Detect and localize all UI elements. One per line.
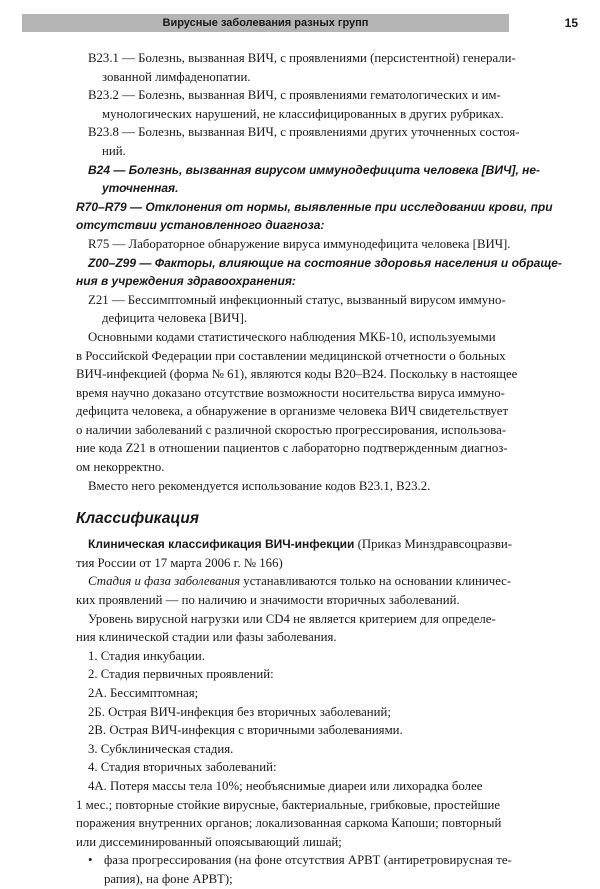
text-line: ких проявлений — по наличию и значимости вторичных заболеваний. — [76, 593, 460, 608]
body-paragraph — [88, 477, 578, 496]
viral-load-paragraph — [76, 610, 578, 647]
stage-term: Стадия и фаза заболевания — [88, 574, 241, 589]
text-line: ом некорректно. — [76, 460, 165, 475]
text-line: B23.8 — Болезнь, вызванная ВИЧ, с проявлениями других уточненных состоя- — [88, 125, 520, 140]
text-line: тия России от 17 марта 2006 г. № 166) — [76, 555, 283, 570]
bullet-item — [88, 851, 578, 888]
text-line — [76, 535, 578, 554]
text-line: фаза прогрессирования (на фоне отсутствия АРВТ (антиретровирусная те- — [104, 853, 512, 868]
list-item: 2. Стадия первичных проявлений: — [88, 667, 274, 682]
text-line: B24 — Болезнь, вызванная вирусом иммунодефицита человека [ВИЧ], не- — [88, 162, 541, 177]
list-item: 2А. Бессимптомная; — [88, 686, 199, 700]
text-line: R75 — Лабораторное обнаружение вируса иммунодефицита человека [ВИЧ]. — [88, 236, 511, 251]
list-item: 1. Стадия инкубации. — [88, 648, 205, 663]
code-b24 — [88, 161, 578, 198]
text-line: отсутствии установленного диагноза: — [76, 218, 325, 233]
stage-4a — [76, 777, 578, 851]
text-line: 1 мес.; повторные стойкие вирусные, бактериальные, грибковые, простейшие — [76, 797, 500, 812]
text-line: ния в учреждения здравоохранения: — [76, 274, 296, 289]
text-line: зованной лимфаденопатии. — [102, 69, 251, 84]
list-item: 2Б. Острая ВИЧ-инфекция без вторичных заболеваний; — [88, 704, 391, 719]
code-b23-8 — [88, 123, 578, 160]
text-line: дефицита человека [ВИЧ]. — [102, 311, 248, 326]
text-line: Вместо него рекомендуется использование кодов B23.1, B23.2. — [88, 478, 431, 493]
text-line: в Российской Федерации при составлении медицинской отчетности о больных — [76, 348, 506, 363]
text-line: R70–R79 — Отклонения от нормы, выявленные при исследовании крови, при — [76, 199, 553, 214]
text-line: о наличии заболеваний с различной скоростью прогрессирования, использова- — [76, 422, 507, 437]
text-line: Z21 — Бессимптомный инфекционный статус, вызванный вирусом иммуно- — [88, 292, 506, 307]
text-line: рапия), на фоне АРВТ); — [104, 871, 233, 886]
stage-list — [88, 647, 578, 777]
text-line: мунологических нарушений, не классифицированных в других рубриках. — [102, 106, 504, 121]
text-line: ние кода Z21 в отношении пациентов с лабораторно подтвержденным диагноз- — [76, 441, 508, 456]
list-item: 3. Субклиническая стадия. — [88, 741, 234, 756]
text-line: ния клинической стадии или фазы заболевания. — [76, 630, 337, 645]
classification-source: (Приказ Минздравсоцразви- — [354, 537, 513, 552]
code-b23-2 — [88, 86, 578, 123]
text-line: B23.1 — Болезнь, вызванная ВИЧ, с проявлениями (персистентной) генерали- — [88, 51, 516, 65]
code-z21 — [88, 291, 578, 328]
text-line: или диссеминированный опоясывающий лишай; — [76, 834, 342, 849]
text-line: ВИЧ-инфекцией (форма № 61), являются коды B20–B24. Поскольку в настоящее — [76, 367, 518, 382]
code-z00-z99 — [76, 254, 578, 291]
list-item: 2В. Острая ВИЧ-инфекция с вторичными заболеваниями. — [88, 723, 403, 738]
list-item: 4. Стадия вторичных заболеваний: — [88, 760, 277, 775]
section-heading: Классификация — [76, 510, 199, 528]
text-line: поражения внутренних органов; локализованная саркома Капоши; повторный — [76, 816, 502, 831]
text-line: Уровень вирусной нагрузки или CD4 не является критерием для определе- — [88, 611, 496, 626]
text-line: 4А. Потеря массы тела 10%; необъяснимые диареи или лихорадка более — [88, 778, 483, 793]
text-line — [76, 572, 578, 591]
classification-lead — [76, 535, 578, 572]
text-line: уточненная. — [102, 181, 179, 196]
text-line: дефицита человека, а обнаружение в организме человека ВИЧ свидетельствует — [76, 404, 509, 419]
stage-text: устанавливаются только на основании клиничес- — [240, 574, 512, 589]
code-r75 — [88, 235, 578, 254]
body-paragraph — [76, 328, 578, 477]
text-line: Z00–Z99 — Факторы, влияющие на состояние здоровья населения и обраще- — [88, 255, 562, 270]
running-header: Вирусные заболевания разных групп — [22, 14, 509, 32]
stage-paragraph — [76, 572, 578, 609]
classification-title: Клиническая классификация ВИЧ-инфекции — [88, 537, 355, 552]
page-number: 15 — [564, 16, 578, 30]
bullet-icon: • — [88, 853, 93, 868]
text-line: Основными кодами статистического наблюдения МКБ-10, используемыми — [88, 329, 496, 344]
page-content — [76, 49, 578, 889]
code-b23-1 — [88, 49, 578, 86]
text-line: B23.2 — Болезнь, вызванная ВИЧ, с проявлениями гематологических и им- — [88, 88, 501, 103]
text-line: время научно доказано отсутствие возможности носительства вируса иммуно- — [76, 385, 505, 400]
text-line: ний. — [102, 143, 126, 158]
code-r70-r79 — [76, 198, 578, 235]
